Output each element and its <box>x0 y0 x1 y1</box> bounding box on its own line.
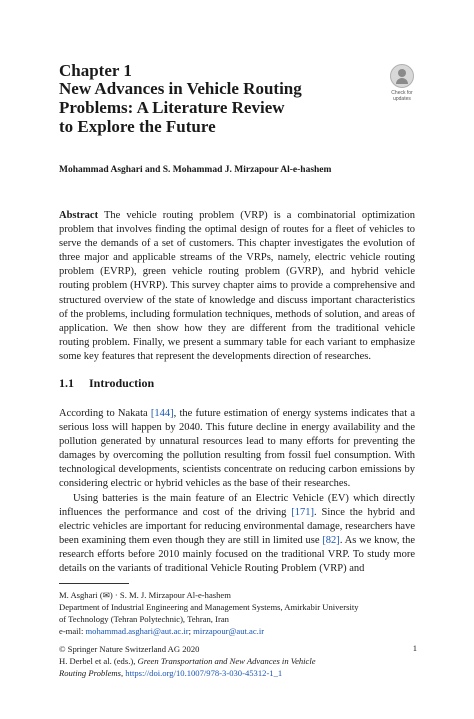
text-run: , <box>120 668 126 678</box>
text-run: M. Asghari ( <box>59 590 103 600</box>
text-run: . As we know, the research efforts before 2010 mainly focused on the traditional VRP. To study more details on the variants of traditional Vehicle Routing Problem (VRP) and <box>59 534 416 575</box>
abstract <box>59 209 415 364</box>
citation-link[interactable]: [144] <box>150 408 174 419</box>
badge-label-line1: Check for <box>391 90 413 96</box>
citation-link[interactable]: [82] <box>322 534 340 546</box>
copyright-notice <box>59 643 399 679</box>
section-number: 1.1 <box>59 376 74 390</box>
chapter-title-line: to Explore the Future <box>59 117 216 136</box>
book-title: Routing Problems <box>59 668 121 678</box>
badge-label <box>383 90 421 102</box>
citation-line <box>59 667 399 679</box>
footnote-affiliation-line2: of Technology (Tehran Polytechnic), Tehran, Iran <box>59 614 229 624</box>
check-for-updates-icon <box>390 64 414 88</box>
chapter-title-line: New Advances in Vehicle Routing <box>59 79 302 98</box>
chapter-title-line: Problems: A Literature Review <box>59 98 285 117</box>
email-link[interactable]: mirzapour@aut.ac.ir <box>193 626 265 636</box>
text-run: . Since the hybrid and electric vehicles are important for reducing environmental damage, researchers have been examining them even though they are still in limited use <box>59 506 415 546</box>
book-title: Green Transportation and New Advances in Vehicle <box>137 656 316 666</box>
section-title: Introduction <box>89 376 155 390</box>
abstract-text: The vehicle routing problem (VRP) is a combinatorial optimization problem that involves finding the optimal design of routes for a fleet of vehicles to serve the demands of a set of customers. This chapter investigates the evolution of three major and applicable streams of the VRPs, namely, electric vehicle routing problem (EVRP), green vehicle routing problem (GVRP), and hybrid vehicle routing problem (HVRP). This survey chapter aims to provide a comprehensive and structured overview of the state of knowledge and discuss important characteristics of the problems, including formulation techniques, methods of solution, and areas of application. We then show how they are different from the traditional vehicle routing problem. Finally, we present a summary table for each variant to emphasize some key features that represent the developments direction of researches. <box>59 210 415 362</box>
citation-link[interactable]: [171] <box>291 506 315 518</box>
badge-label-line2: updates <box>393 96 411 102</box>
copyright-line: © Springer Nature Switzerland AG 2020 <box>59 644 200 654</box>
text-run: Using batteries is the main feature of an Electric Vehicle (EV) which directly influences the performance and cost of the driving <box>59 492 415 518</box>
text-run: , the future estimation of energy systems indicates that a serious loss will happen by 2040. This future decline in energy availability and the pollution generated by unnatural resources lead to many efforts for preventing the damages by overcoming the pollution resulting from fossil fuel consumption. With technological developments, scientists concentrate on reducing carbon emissions by considering electric or hybrid vehicles as the base of their researches. <box>59 408 416 490</box>
section-heading <box>59 376 154 391</box>
footnote-authors <box>59 589 419 601</box>
text-run: H. Derbel et al. (eds.), <box>59 656 138 666</box>
authors: Mohammad Asghari and S. Mohammad J. Mirzapour Al-e-hashem <box>59 165 332 175</box>
paragraph <box>59 407 415 492</box>
text-run: e-mail: <box>59 626 86 636</box>
footnote-affiliation-line1: Department of Industrial Engineering and Management Systems, Amirkabir University <box>59 602 359 612</box>
citation-line <box>59 655 399 667</box>
envelope-icon: ✉ <box>102 590 110 600</box>
email-link[interactable]: mohammad.asghari@aut.ac.ir <box>85 626 189 636</box>
author-footnote <box>59 589 419 637</box>
chapter-label: Chapter 1 <box>59 61 132 80</box>
doi-link[interactable]: https://doi.org/10.1007/978-3-030-45312-1_1 <box>125 668 283 678</box>
footnote-emails <box>59 625 419 637</box>
text-run: ) · S. M. J. Mirzapour Al-e-hashem <box>109 590 231 600</box>
chapter-title <box>59 79 359 136</box>
text-run: According to Nakata <box>59 408 151 419</box>
paragraph <box>59 492 415 577</box>
check-for-updates-badge[interactable] <box>383 64 421 104</box>
page-number: 1 <box>412 643 417 653</box>
text-run: ; <box>188 626 194 636</box>
footnote-divider <box>59 583 129 584</box>
introduction-body <box>59 407 415 576</box>
abstract-keyword: Abstract <box>59 210 99 221</box>
